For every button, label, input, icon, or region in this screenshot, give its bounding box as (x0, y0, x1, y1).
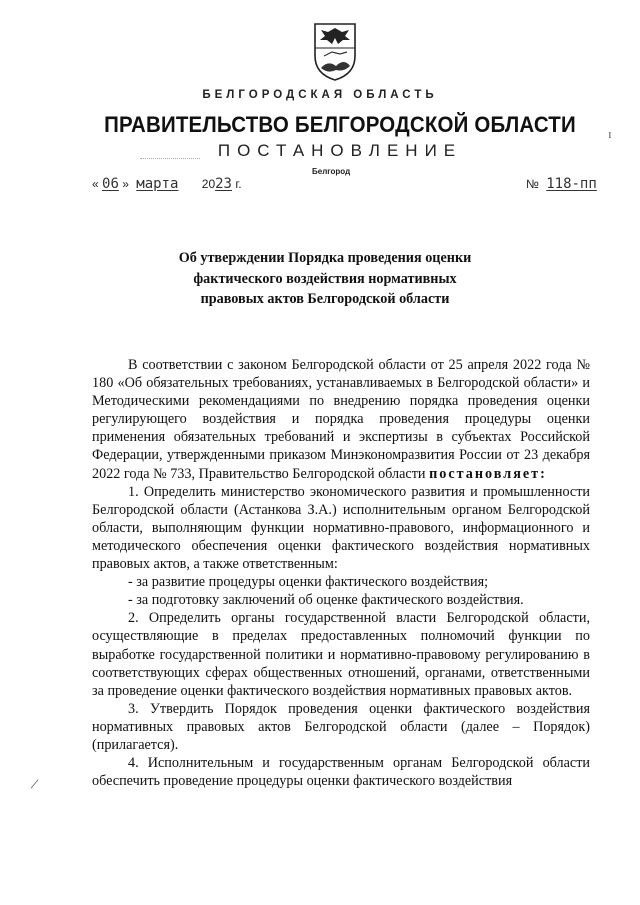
document-body (92, 356, 590, 790)
preamble-paragraph (92, 356, 590, 483)
government-title: ПРАВИТЕЛЬСТВО БЕЛГОРОДСКОЙ ОБЛАСТИ (104, 112, 576, 137)
item-4: 4. Исполнительным и государственным органам Белгородской области обеспечить проведение процедуры оценки фактического воздействия (92, 755, 590, 790)
date-year-prefix: 20 (201, 177, 216, 191)
margin-pen-mark: / (29, 775, 40, 794)
date-month: марта (136, 176, 179, 192)
number-value: 118-пп (546, 176, 597, 192)
edge-mark: ɪ (608, 126, 612, 141)
heading-line: Об утверждении Порядка проведения оценки (178, 250, 472, 266)
item-1: 1. Определить министерство экономического развития и промышленности Белгородской области (Астанкова З.А.) исполнительным органом Белгородской области, выполняющим функции нормативно-правового, информационного и методического обеспечения оценки фактического воздействия нормативных правовых актов, а также ответственным: (92, 483, 590, 573)
city-name: Белгород (312, 167, 351, 176)
date-year-unit: г. (235, 177, 242, 191)
heading-line: правовых актов Белгородской области (200, 291, 450, 307)
item-2: 2. Определить органы государственной власти Белгородской области, осуществляющие в пределах предоставленных полномочий функции по выработке государственной политики и нормативно-правовому регулированию в соответствующих сферах общественных отношений, органами, ответственными за проведение оценки фактического воздействия нормативных правовых актов. (92, 610, 590, 699)
date-day: 06 (102, 176, 119, 192)
document-number (526, 176, 597, 192)
number-prefix: № (526, 177, 539, 191)
coat-of-arms-emblem (312, 20, 358, 82)
item-1-sub-b: - за подготовку заключений об оценке фактического воздействия. (128, 592, 524, 609)
decree-word: постановляет: (429, 465, 547, 482)
document-type: ПОСТАНОВЛЕНИЕ (217, 141, 463, 160)
preamble-text: В соответствии с законом Белгородской области от 25 апреля 2022 года № 180 «Об обязательных требованиях, устанавливаемых в Белгородской области» и Методическими рекомендациями по внедрению порядка проведения оценки регулирующего воздействия и порядка проведения процедуры оценки применения обязательных требований и экспертизы в субъектах Российской Федерации, утвержденными приказом Минэкономразвития России от 23 декабря 2022 года № 733, Правительство Белгородской области (92, 357, 590, 482)
item-3: 3. Утвердить Порядок проведения оценки фактического воздействия нормативных правовых актов Белгородской области (далее – Порядок) (прилагается). (92, 700, 590, 753)
document-date (92, 176, 242, 192)
heading-line: фактического воздействия нормативных (193, 270, 457, 287)
date-close-quote: » (122, 177, 129, 191)
item-1-sub-a: - за развитие процедуры оценки фактического воздействия; (128, 574, 489, 591)
faint-stamp-mark (140, 158, 200, 159)
date-year-suffix: 23 (215, 176, 232, 192)
document-heading (160, 248, 490, 310)
date-open-quote: « (92, 177, 99, 191)
region-name: БЕЛГОРОДСКАЯ ОБЛАСТЬ (202, 89, 438, 101)
